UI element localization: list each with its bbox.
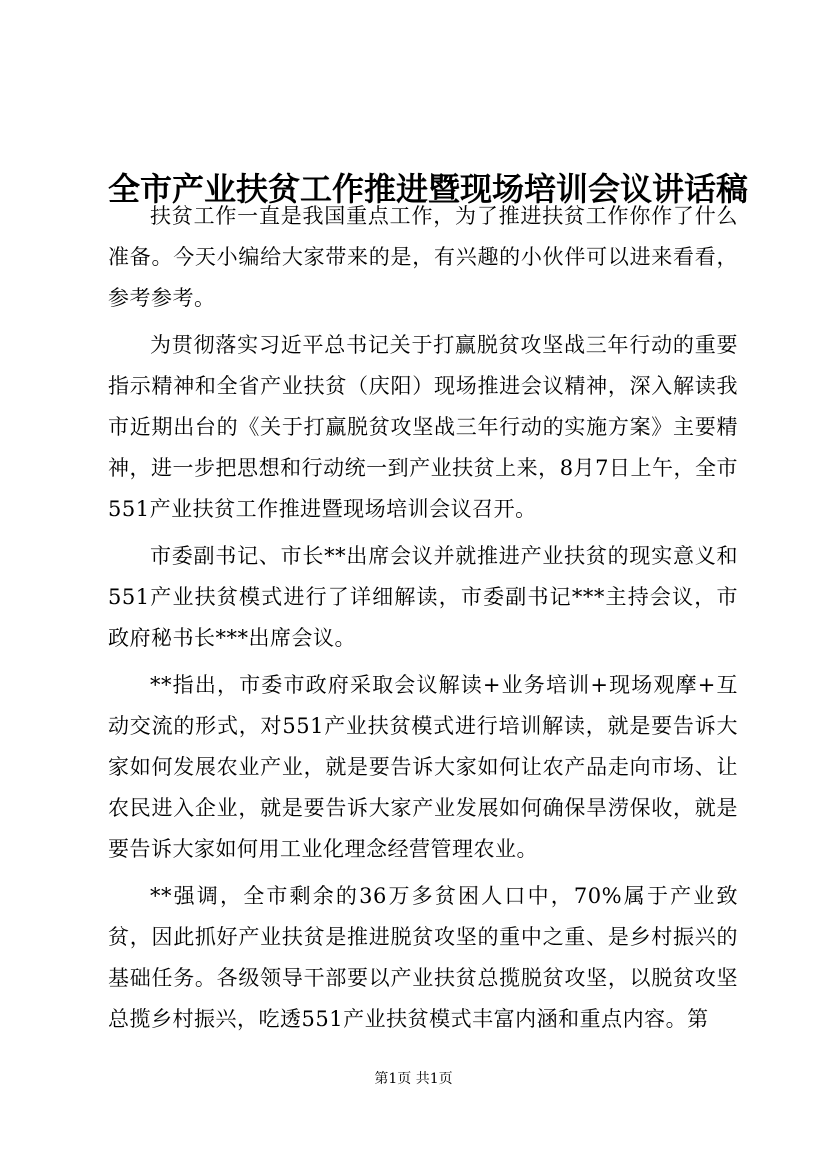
document-title: 全市产业扶贫工作推进暨现场培训会议讲话稿 xyxy=(108,170,749,209)
page-number-footer: 第1页 共1页 xyxy=(374,1071,453,1087)
paragraph-remarks: **指出，市委市政府采取会议解读+业务培训+现场观摩+互动交流的形式，对551产业扶贫模式进行培训解读，就是要告诉大家如何发展农业产业，就是要告诉大家如何让农产品走向市场、让农民进入企业，就是要告诉大家产业发展如何确保旱涝保收，就是要告诉大家如何用工业化理念经营管理农业。 xyxy=(108,673,738,861)
document-body xyxy=(108,196,738,1040)
paragraph-intro: 扶贫工作一直是我国重点工作，为了推进扶贫工作你作了什么准备。今天小编给大家带来的是，有兴趣的小伙伴可以进来看看，参考参考。 xyxy=(108,204,738,310)
paragraph-emphasis: **强调，全市剩余的36万多贫困人口中，70%属于产业致贫，因此抓好产业扶贫是推进脱贫攻坚的重中之重、是乡村振兴的基础任务。各级领导干部要以产业扶贫总揽脱贫攻坚，以脱贫攻坚总揽乡村振兴，吃透551产业扶贫模式丰富内涵和重点内容。第 xyxy=(108,884,738,1031)
paragraph-background: 为贯彻落实习近平总书记关于打赢脱贫攻坚战三年行动的重要指示精神和全省产业扶贫（庆阳）现场推进会议精神，深入解读我市近期出台的《关于打赢脱贫攻坚战三年行动的实施方案》主要精神，进一步把思想和行动统一到产业扶贫上来，8月7日上午，全市551产业扶贫工作推进暨现场培训会议召开。 xyxy=(108,333,738,521)
paragraph-attendees: 市委副书记、市长**出席会议并就推进产业扶贫的现实意义和551产业扶贫模式进行了详细解读，市委副书记***主持会议，市政府秘书长***出席会议。 xyxy=(108,544,738,650)
